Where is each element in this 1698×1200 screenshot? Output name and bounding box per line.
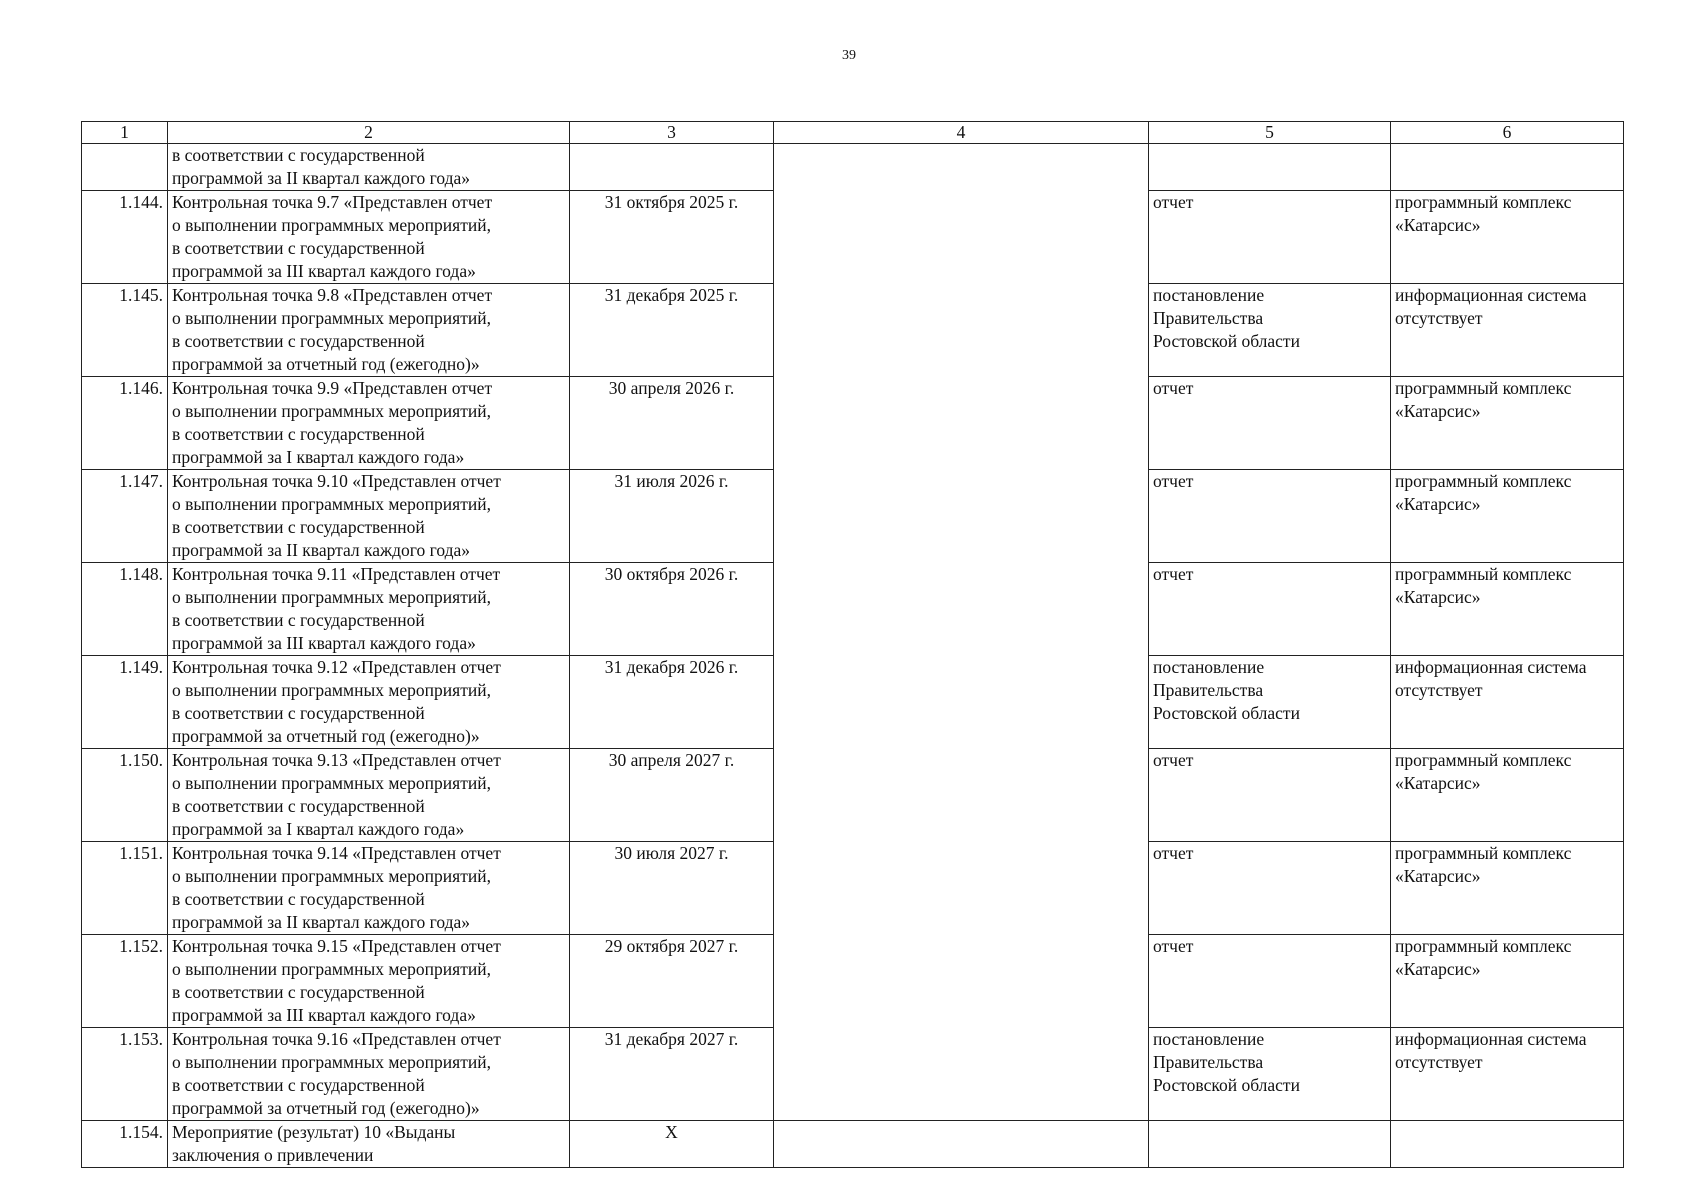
cell-line: о выполнении программных мероприятий, (172, 866, 491, 886)
row-document-type (1149, 144, 1391, 191)
cell-line: программой за отчетный год (ежегодно)» (172, 726, 480, 746)
row-description (168, 749, 570, 842)
cell-line: Контрольная точка 9.13 «Представлен отчет (172, 750, 501, 770)
cell-line: отчет (1153, 192, 1194, 212)
cell-line: Контрольная точка 9.11 «Представлен отчет (172, 564, 501, 584)
cell-line: программный комплекс (1395, 378, 1572, 398)
cell-line: в соответствии с государственной (172, 796, 425, 816)
cell-line: программный комплекс (1395, 936, 1572, 956)
row-document-type (1149, 470, 1391, 563)
cell-line: Контрольная точка 9.14 «Представлен отчет (172, 843, 501, 863)
cell-line: о выполнении программных мероприятий, (172, 680, 491, 700)
cell-line: о выполнении программных мероприятий, (172, 401, 491, 421)
cell-line: о выполнении программных мероприятий, (172, 215, 491, 235)
row-information-system (1391, 144, 1624, 191)
cell-line: отчет (1153, 471, 1194, 491)
cell-line: Контрольная точка 9.16 «Представлен отчет (172, 1029, 501, 1049)
cell-line: заключения о привлечении (172, 1145, 374, 1165)
cell-line: отсутствует (1395, 1052, 1483, 1072)
cell-line: о выполнении программных мероприятий, (172, 959, 491, 979)
row-document-type (1149, 284, 1391, 377)
cell-line: программой за II квартал каждого года» (172, 540, 471, 560)
cell-line: в соответствии с государственной (172, 703, 425, 723)
cell-line: «Катарсис» (1395, 773, 1481, 793)
row-document-type (1149, 563, 1391, 656)
cell-line: Правительства (1153, 1052, 1264, 1072)
cell-line: «Катарсис» (1395, 587, 1481, 607)
cell-line: о выполнении программных мероприятий, (172, 494, 491, 514)
row-number (82, 144, 168, 191)
row-information-system (1391, 656, 1624, 749)
row-information-system (1391, 284, 1624, 377)
row-number: 1.151. (82, 842, 168, 935)
cell-line: «Катарсис» (1395, 494, 1481, 514)
row-date: X (570, 1121, 774, 1168)
row-document-type (1149, 1121, 1391, 1168)
cell-line: отчет (1153, 936, 1194, 956)
row-information-system (1391, 1121, 1624, 1168)
row-document-type (1149, 191, 1391, 284)
cell-line: программой за I квартал каждого года» (172, 819, 465, 839)
row-number: 1.153. (82, 1028, 168, 1121)
cell-line: Контрольная точка 9.12 «Представлен отчет (172, 657, 501, 677)
page-number: 39 (842, 48, 856, 63)
header-cell-6: 6 (1391, 122, 1624, 144)
row-date: 30 октября 2026 г. (570, 563, 774, 656)
cell-line: программный комплекс (1395, 564, 1572, 584)
row-date: 30 апреля 2026 г. (570, 377, 774, 470)
cell-line: «Катарсис» (1395, 401, 1481, 421)
cell-line: в соответствии с государственной (172, 517, 425, 537)
cell-line: информационная система (1395, 657, 1587, 677)
cell-line: отчет (1153, 843, 1194, 863)
cell-line: постановление (1153, 285, 1265, 305)
cell-line: Контрольная точка 9.15 «Представлен отчет (172, 936, 501, 956)
cell-line: о выполнении программных мероприятий, (172, 1052, 491, 1072)
cell-line: Правительства (1153, 308, 1264, 328)
cell-line: отсутствует (1395, 308, 1483, 328)
row-information-system (1391, 749, 1624, 842)
cell-line: в соответствии с государственной (172, 238, 425, 258)
header-row (82, 122, 1624, 144)
table-row (82, 144, 1624, 191)
cell-line: программный комплекс (1395, 192, 1572, 212)
cell-line: программой за I квартал каждого года» (172, 447, 465, 467)
row-date: 31 октября 2025 г. (570, 191, 774, 284)
cell-line: Контрольная точка 9.7 «Представлен отчет (172, 192, 493, 212)
cell-line: в соответствии с государственной (172, 982, 425, 1002)
row-description (168, 656, 570, 749)
row-description (168, 842, 570, 935)
row-document-type (1149, 377, 1391, 470)
cell-line: отчет (1153, 750, 1194, 770)
row-date: 29 октября 2027 г. (570, 935, 774, 1028)
row-description (168, 144, 570, 191)
row-description (168, 1121, 570, 1168)
row-number: 1.147. (82, 470, 168, 563)
cell-line: в соответствии с государственной (172, 889, 425, 909)
row-description (168, 935, 570, 1028)
table-body (82, 144, 1624, 1168)
cell-line: программный комплекс (1395, 750, 1572, 770)
row-information-system (1391, 935, 1624, 1028)
cell-line: программой за отчетный год (ежегодно)» (172, 1098, 480, 1118)
cell-line: программой за III квартал каждого года» (172, 261, 476, 281)
cell-line: постановление (1153, 1029, 1265, 1049)
cell-line: «Катарсис» (1395, 215, 1481, 235)
row-number: 1.145. (82, 284, 168, 377)
cell-line: программой за III квартал каждого года» (172, 1005, 476, 1025)
row-date (570, 144, 774, 191)
row-responsible-merged (774, 144, 1149, 1121)
row-information-system (1391, 470, 1624, 563)
table-row (82, 1121, 1624, 1168)
cell-line: Правительства (1153, 680, 1264, 700)
cell-line: информационная система (1395, 1029, 1587, 1049)
cell-line: информационная система (1395, 285, 1587, 305)
row-description (168, 563, 570, 656)
row-information-system (1391, 191, 1624, 284)
row-document-type (1149, 935, 1391, 1028)
cell-line: программой за II квартал каждого года» (172, 912, 471, 932)
header-cell-5: 5 (1149, 122, 1391, 144)
row-date: 31 декабря 2025 г. (570, 284, 774, 377)
row-date: 31 декабря 2026 г. (570, 656, 774, 749)
row-number: 1.150. (82, 749, 168, 842)
row-responsible-merged (774, 1121, 1149, 1168)
row-information-system (1391, 842, 1624, 935)
row-number: 1.146. (82, 377, 168, 470)
cell-line: Контрольная точка 9.10 «Представлен отчет (172, 471, 501, 491)
cell-line: «Катарсис» (1395, 959, 1481, 979)
cell-line: о выполнении программных мероприятий, (172, 308, 491, 328)
row-number: 1.149. (82, 656, 168, 749)
cell-line: Контрольная точка 9.9 «Представлен отчет (172, 378, 493, 398)
cell-line: программой за III квартал каждого года» (172, 633, 476, 653)
cell-line: о выполнении программных мероприятий, (172, 773, 491, 793)
row-description (168, 284, 570, 377)
row-information-system (1391, 1028, 1624, 1121)
row-date: 31 декабря 2027 г. (570, 1028, 774, 1121)
cell-line: программой за отчетный год (ежегодно)» (172, 354, 480, 374)
plan-table (81, 121, 1624, 1168)
row-information-system (1391, 563, 1624, 656)
cell-line: отчет (1153, 378, 1194, 398)
cell-line: Мероприятие (результат) 10 «Выданы (172, 1122, 456, 1142)
cell-line: «Катарсис» (1395, 866, 1481, 886)
cell-line: Ростовской области (1153, 703, 1300, 723)
header-cell-2: 2 (168, 122, 570, 144)
header-cell-3: 3 (570, 122, 774, 144)
row-document-type (1149, 749, 1391, 842)
row-description (168, 191, 570, 284)
cell-line: Ростовской области (1153, 331, 1300, 351)
cell-line: в соответствии с государственной (172, 424, 425, 444)
header-cell-1: 1 (82, 122, 168, 144)
cell-line: отсутствует (1395, 680, 1483, 700)
cell-line: в соответствии с государственной (172, 1075, 425, 1095)
cell-line: Контрольная точка 9.8 «Представлен отчет (172, 285, 493, 305)
cell-line: отчет (1153, 564, 1194, 584)
cell-line: в соответствии с государственной (172, 610, 425, 630)
row-document-type (1149, 656, 1391, 749)
header-cell-4: 4 (774, 122, 1149, 144)
cell-line: программой за II квартал каждого года» (172, 168, 471, 188)
cell-line: программный комплекс (1395, 843, 1572, 863)
row-date: 30 июля 2027 г. (570, 842, 774, 935)
cell-line: в соответствии с государственной (172, 331, 425, 351)
row-information-system (1391, 377, 1624, 470)
row-date: 30 апреля 2027 г. (570, 749, 774, 842)
row-description (168, 377, 570, 470)
row-date: 31 июля 2026 г. (570, 470, 774, 563)
cell-line: в соответствии с государственной (172, 145, 425, 165)
cell-line: Ростовской области (1153, 1075, 1300, 1095)
row-number: 1.148. (82, 563, 168, 656)
row-number: 1.144. (82, 191, 168, 284)
row-document-type (1149, 1028, 1391, 1121)
cell-line: программный комплекс (1395, 471, 1572, 491)
cell-line: постановление (1153, 657, 1265, 677)
row-document-type (1149, 842, 1391, 935)
row-description (168, 470, 570, 563)
row-description (168, 1028, 570, 1121)
row-number: 1.154. (82, 1121, 168, 1168)
cell-line: о выполнении программных мероприятий, (172, 587, 491, 607)
row-number: 1.152. (82, 935, 168, 1028)
